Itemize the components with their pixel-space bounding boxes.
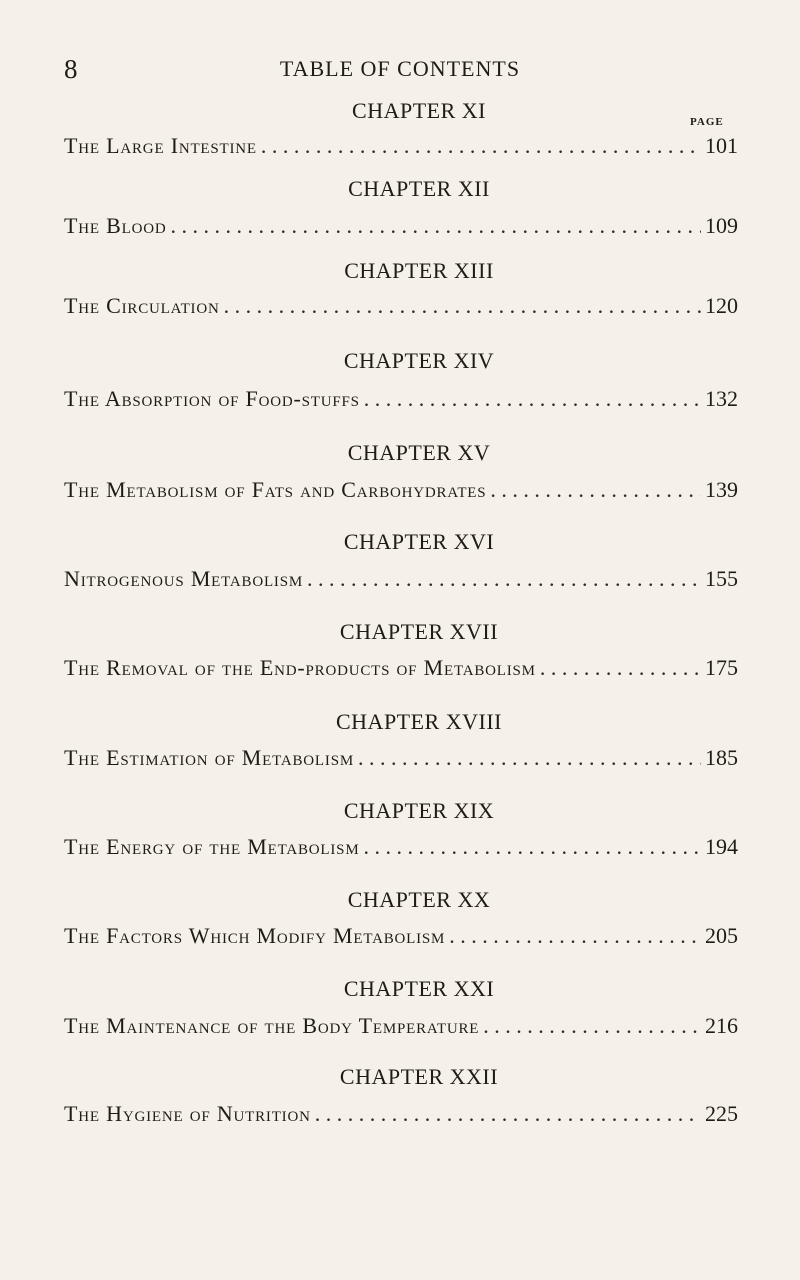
page-column-label: PAGE (690, 116, 724, 128)
toc-entry[interactable] (64, 655, 738, 681)
entry-title: The Large Intestine (64, 133, 257, 158)
entry-page: 175 (705, 655, 738, 680)
chapter-heading: CHAPTER XIII (344, 258, 494, 283)
dot-leader (540, 655, 701, 681)
running-head: TABLE OF CONTENTS (279, 56, 521, 81)
toc-entry[interactable] (64, 133, 738, 159)
toc-entry[interactable] (64, 1101, 738, 1127)
entry-page: 139 (705, 477, 738, 502)
toc-entry[interactable] (64, 213, 738, 239)
toc-entry[interactable] (64, 566, 738, 592)
chapter-heading: CHAPTER XII (348, 176, 490, 201)
chapter-heading: CHAPTER XX (347, 887, 491, 912)
dot-leader (363, 834, 701, 860)
entry-page: 120 (705, 293, 738, 318)
dot-leader (364, 386, 701, 412)
toc-entry[interactable] (64, 923, 738, 949)
toc-entry[interactable] (64, 477, 738, 503)
toc-entry[interactable] (64, 745, 738, 771)
entry-title: The Maintenance of the Body Temperature (64, 1013, 480, 1038)
toc-entry[interactable] (64, 293, 738, 319)
entry-page: 205 (705, 923, 738, 948)
chapter-heading: CHAPTER XXI (343, 976, 495, 1001)
chapter-heading: CHAPTER XVII (339, 619, 499, 644)
chapter-heading: CHAPTER XV (347, 440, 491, 465)
dot-leader (483, 1013, 701, 1039)
chapter-heading: CHAPTER XIX (343, 798, 495, 823)
entry-page: 132 (705, 386, 738, 411)
dot-leader (358, 745, 701, 771)
toc-entry[interactable] (64, 386, 738, 412)
dot-leader (170, 213, 701, 239)
entry-title: The Factors Which Modify Metabolism (64, 923, 446, 948)
dot-leader (261, 133, 701, 159)
dot-leader (449, 923, 701, 949)
entry-title: The Absorption of Food-stuffs (64, 386, 360, 411)
toc-entry[interactable] (64, 1013, 738, 1039)
chapter-heading: CHAPTER XVIII (336, 709, 502, 734)
chapter-heading: CHAPTER XXII (339, 1064, 499, 1089)
entry-title: The Blood (64, 213, 167, 238)
entry-page: 194 (705, 834, 738, 859)
chapter-heading: CHAPTER XVI (343, 529, 495, 554)
entry-page: 185 (705, 745, 738, 770)
entry-page: 101 (705, 133, 738, 158)
entry-title: Nitrogenous Metabolism (64, 566, 304, 591)
entry-page: 216 (705, 1013, 738, 1038)
dot-leader (307, 566, 701, 592)
dot-leader (224, 293, 701, 319)
entry-page: 225 (705, 1101, 738, 1126)
toc-entry[interactable] (64, 834, 738, 860)
entry-page: 155 (705, 566, 738, 591)
entry-title: The Energy of the Metabolism (64, 834, 360, 859)
entry-title: The Circulation (64, 293, 220, 318)
dot-leader (315, 1101, 701, 1127)
page-number: 8 (64, 54, 78, 84)
chapter-heading: CHAPTER XIV (343, 348, 495, 373)
entry-title: The Estimation of Metabolism (64, 745, 354, 770)
entry-title: The Hygiene of Nutrition (64, 1101, 311, 1126)
entry-page: 109 (705, 213, 738, 238)
entry-title: The Metabolism of Fats and Carbohydrates (64, 477, 487, 502)
chapter-heading: CHAPTER XI (352, 98, 486, 123)
dot-leader (490, 477, 701, 503)
entry-title: The Removal of the End-products of Metabolism (64, 655, 536, 680)
